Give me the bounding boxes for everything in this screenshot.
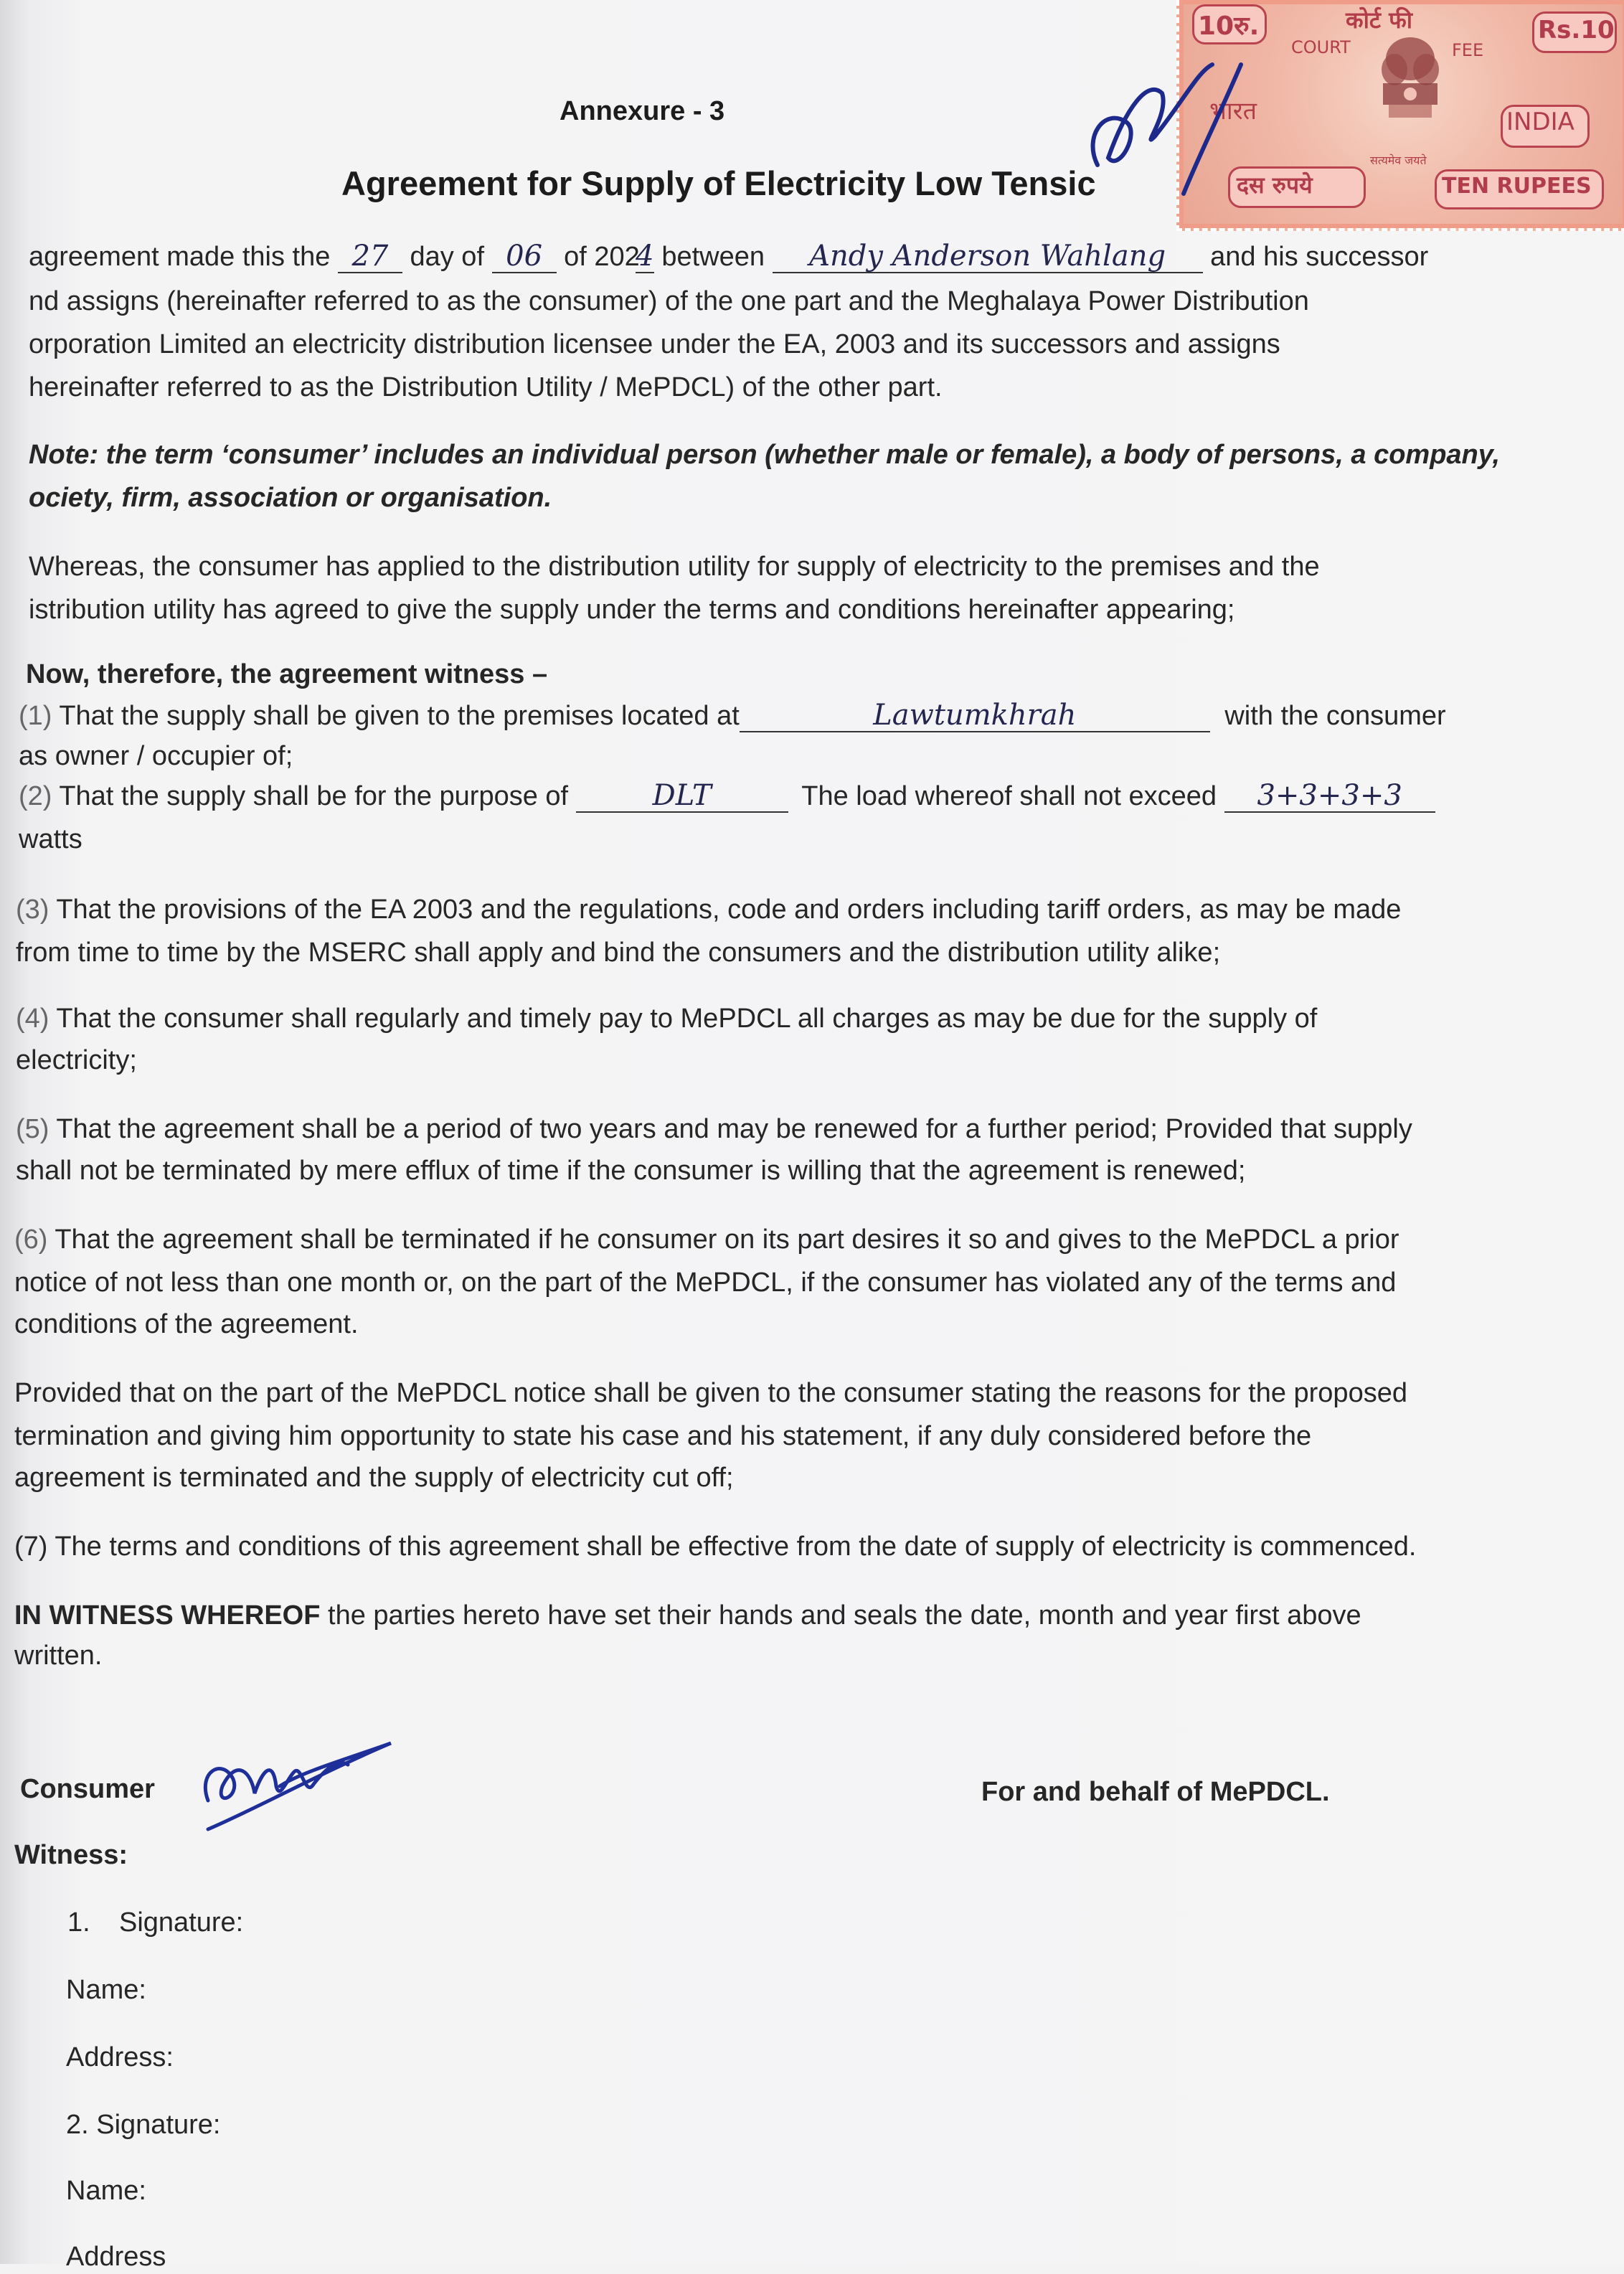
opening-text-d: between (661, 242, 765, 272)
stamp-court: COURT (1291, 37, 1351, 57)
month-field: 06 (492, 240, 557, 273)
stamp-amount-left: 10रु. (1198, 11, 1260, 41)
stamp-ten-rupees: TEN RUPEES (1442, 174, 1592, 199)
consumer-name-field: Andy Anderson Wahlang (773, 240, 1203, 273)
supply-purpose-field: DLT (576, 780, 788, 813)
witness-1-address: Address: (66, 2042, 174, 2072)
day-field: 27 (338, 240, 402, 273)
clause-2-line-1 (19, 779, 1435, 813)
clause-6-line-2: notice of not less than one month or, on the part of the MePDCL, if the consumer has violated any of the terms and (14, 1268, 1397, 1298)
ashoka-emblem-icon (1367, 30, 1453, 152)
opening-text-e: and his successor (1210, 242, 1429, 272)
clause-1-text-b: with the consumer (1224, 701, 1446, 731)
clause-3-line-2: from time to time by the MSERC shall apply and bind the consumers and the distribution utility alike; (16, 938, 1221, 968)
opening-line-3: orporation Limited an electricity distribution licensee under the EA, 2003 and its successors and assigns (29, 329, 1280, 359)
witness-2-name: Name: (66, 2176, 146, 2206)
clause-4-number: (4) (16, 1004, 49, 1034)
proviso-line-2: termination and giving him opportunity to state his case and his statement, if any duly considered before the (14, 1421, 1312, 1451)
opening-text-c: of 202 (564, 242, 640, 272)
clause-1-line-2: as owner / occupier of; (19, 741, 293, 771)
clause-3-number: (3) (16, 895, 49, 925)
witness-2-address: Address (66, 2242, 166, 2272)
clause-2-text-b: The load whereof shall not exceed (801, 781, 1217, 811)
clause-7-line-1 (14, 1529, 1416, 1564)
clause-4-line-2: electricity; (16, 1045, 137, 1075)
opening-text-b: day of (410, 242, 485, 272)
annexure-label: Annexure - 3 (560, 96, 725, 126)
clause-2-line-2: watts (19, 824, 82, 854)
witness-1-signature: Signature: (119, 1907, 244, 1938)
whereas-line-2: istribution utility has agreed to give the supply under the terms and conditions hereinafter appearing; (29, 595, 1235, 625)
clause-1-text-a: That the supply shall be given to the premises located at (59, 701, 740, 731)
stamp-hindi-bottom: दस रुपये (1237, 171, 1313, 199)
clause-1-number: (1) (19, 701, 52, 731)
note-line-2: ociety, firm, association or organisation. (29, 483, 552, 513)
witness-1-number: 1. (67, 1907, 90, 1938)
clause-3-line-1 (16, 892, 1401, 927)
stamp-bharat: भारत (1209, 97, 1257, 126)
in-witness-line-2: written. (14, 1641, 103, 1671)
load-limit-field: 3+3+3+3 (1224, 780, 1435, 813)
clause-1-line-1 (19, 699, 1446, 733)
year-digit-field: 4 (636, 240, 654, 273)
opening-line-1 (29, 240, 1428, 274)
clause-2-text-a: That the supply shall be for the purpose of (59, 781, 569, 811)
in-witness-bold: IN WITNESS WHEREOF (14, 1600, 321, 1631)
clause-6-number: (6) (14, 1225, 48, 1255)
proviso-line-1: Provided that on the part of the MePDCL notice shall be given to the consumer stating the reasons for the proposed (14, 1378, 1407, 1408)
clause-2-number: (2) (19, 781, 52, 811)
clause-6-line-3: conditions of the agreement. (14, 1309, 359, 1339)
clause-5-line-1 (16, 1112, 1412, 1146)
witness-label: Witness: (14, 1840, 128, 1870)
clause-5-text: That the agreement shall be a period of two years and may be renewed for a further period; Provided that supply (56, 1114, 1412, 1144)
consumer-signature-over-stamp (1076, 50, 1255, 208)
stamp-india: INDIA (1506, 108, 1575, 136)
stamp-hindi-top: कोर्ट फी (1346, 6, 1413, 34)
clause-7-number: (7) (14, 1532, 48, 1562)
note-line-1: Note: the term ‘consumer’ includes an individual person (whether male or female), a body of persons, a company, (29, 440, 1501, 470)
clause-4-text: That the consumer shall regularly and timely pay to MePDCL all charges as may be due for the supply of (56, 1004, 1318, 1034)
opening-line-4: hereinafter referred to as the Distribution Utility / MePDCL) of the other part. (29, 372, 943, 402)
in-witness-text: the parties hereto have set their hands and seals the date, month and year first above (328, 1600, 1361, 1631)
proviso-line-3: agreement is terminated and the supply of electricity cut off; (14, 1463, 734, 1493)
witness-heading: Now, therefore, the agreement witness – (26, 659, 548, 689)
clause-6-line-1 (14, 1222, 1399, 1257)
clause-6-text: That the agreement shall be terminated if he consumer on its part desires it so and gives to the MePDCL a prior (55, 1225, 1399, 1255)
in-witness-line-1 (14, 1598, 1361, 1633)
witness-1-name: Name: (66, 1975, 146, 2005)
stamp-motto: सत्यमेव जयते (1370, 154, 1427, 167)
clause-5-line-2: shall not be terminated by mere efflux of time if the consumer is willing that the agreement is renewed; (16, 1156, 1246, 1186)
clause-4-line-1 (16, 1001, 1317, 1036)
premises-location-field: Lawtumkhrah (740, 699, 1210, 732)
whereas-line-1: Whereas, the consumer has applied to the distribution utility for supply of electricity to the premises and the (29, 552, 1320, 582)
clause-7-text: The terms and conditions of this agreement shall be effective from the date of supply of electricity is commenced. (55, 1532, 1417, 1562)
witness-2-signature: 2. Signature: (66, 2110, 221, 2140)
clause-3-text: That the provisions of the EA 2003 and the regulations, code and orders including tariff orders, as may be made (56, 895, 1402, 925)
consumer-label: Consumer (20, 1774, 155, 1804)
clause-5-number: (5) (16, 1114, 49, 1144)
stamp-amount-right: Rs.10 (1538, 16, 1615, 44)
mepdcl-label: For and behalf of MePDCL. (981, 1777, 1330, 1807)
opening-text-a: agreement made this the (29, 242, 331, 272)
document-title: Agreement for Supply of Electricity Low Tensic (341, 164, 1096, 202)
opening-line-2: nd assigns (hereinafter referred to as the consumer) of the one part and the Meghalaya Power Distribution (29, 286, 1309, 316)
stamp-fee: FEE (1452, 40, 1484, 60)
consumer-signature (194, 1729, 402, 1836)
